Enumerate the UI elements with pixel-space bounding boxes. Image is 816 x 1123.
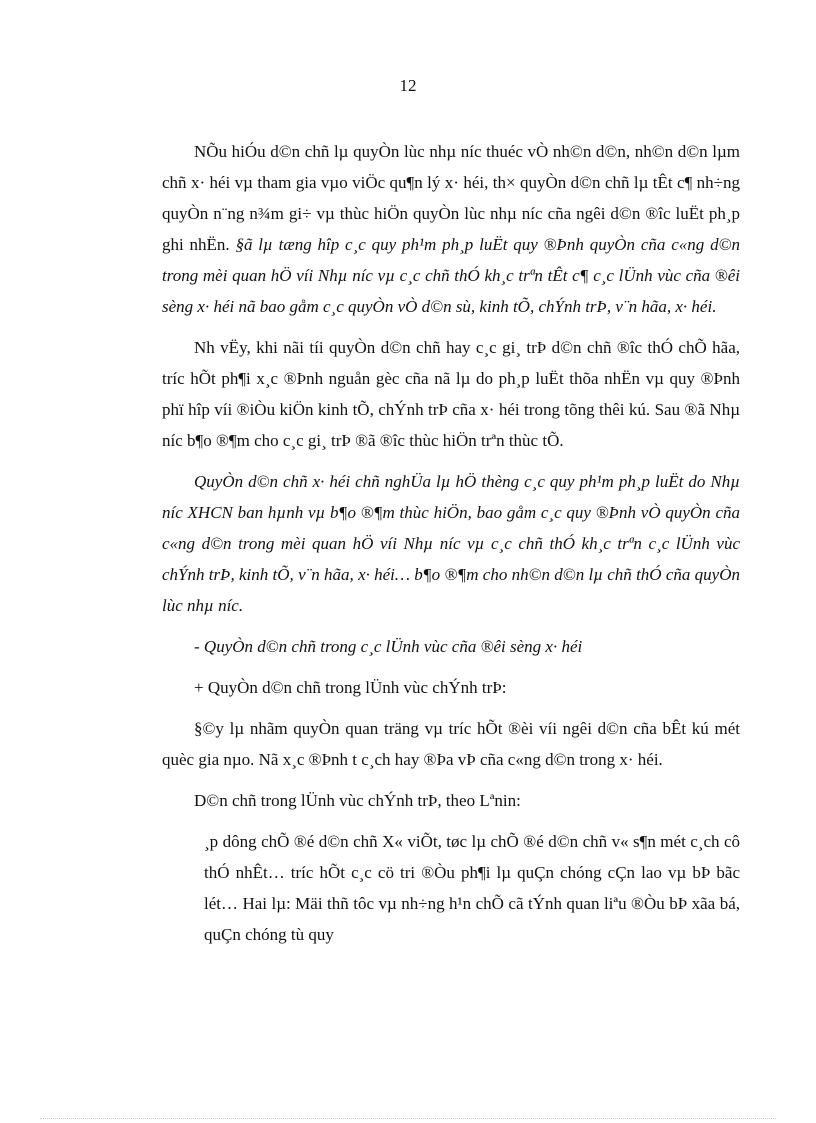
paragraph-definition-italic: §ã lµ tæng hîp c¸c quy ph¹m ph¸p luËt quy ®Þnh quyÒn cña c«ng d©n trong mèi quan hÖ víi Nhµ níc vµ c¸c chñ thÓ kh¸c trªn tÊt c¶ c¸c lÜnh vùc cña ®êi sèng x· héi nã bao gåm c¸c quyÒn vÒ d©n sù, kinh tÕ, chÝnh trÞ, v¨n hãa, x· héi. xyxy=(162,235,740,316)
paragraph-socialist-democracy: QuyÒn d©n chñ x· héi chñ nghÜa lµ hÖ thèng c¸c quy ph¹m ph¸p luËt do Nhµ níc XHCN ban hµnh vµ b¶o ®¶m thùc hiÖn, bao gåm c¸c quy ®Þnh vÒ quyÒn cña c«ng d©n trong mèi quan hÖ víi Nhµ níc vµ c¸c chñ thÓ kh¸c trªn c¸c lÜnh vùc chÝnh trÞ, kinh tÕ, v¨n hãa, x· héi… b¶o ®¶m cho nh©n d©n lµ chñ thÓ cña quyÒn lùc nhµ níc. xyxy=(162,472,740,615)
paragraph-lenin-intro: D©n chñ trong lÜnh vùc chÝnh trÞ, theo Lªnin: xyxy=(194,791,521,810)
lenin-quote: ¸p dông chÕ ®é d©n chñ X« viÕt, tøc lµ chÕ ®é d©n chñ v« s¶n mét c¸ch cô thÓ nhÊt… tríc hÕt c¸c cö tri ®Òu ph¶i lµ quÇn chóng cÇn lao vµ bÞ bãc lét… Hai lµ: Mäi thñ tôc vµ nh÷ng h¹n chÕ cã tÝnh quan liªu ®Òu bÞ xãa bá, quÇn chóng tù quy xyxy=(204,832,740,944)
page-body xyxy=(162,136,740,950)
subheading-political-democracy: + QuyÒn d©n chñ trong lÜnh vùc chÝnh trÞ: xyxy=(194,678,507,697)
page-number: 12 xyxy=(399,76,417,95)
paragraph-institutionalization: Nh vËy, khi nãi tíi quyÒn d©n chñ hay c¸c gi¸ trÞ d©n chñ ®îc thÓ chÕ hãa, tríc hÕt ph¶i x¸c ®Þnh nguån gèc cña nã lµ do ph¸p luËt thõa nhËn vµ quy ®Þnh phï hîp víi ®iÒu kiÖn kinh tÕ, chÝnh trÞ cña x· héi trong tõng thêi kú. Sau ®ã Nhµ níc b¶o ®¶m cho c¸c gi¸ trÞ ®ã ®îc thùc hiÖn trªn thùc tÕ. xyxy=(162,338,740,450)
paragraph-political-rights: §©y lµ nhãm quyÒn quan träng vµ tríc hÕt ®èi víi ngêi d©n cña bÊt kú mét quèc gia nµo. Nã x¸c ®Þnh t c¸ch hay ®Þa vÞ cña c«ng d©n trong x· héi. xyxy=(162,719,740,769)
paragraph-definition-text: NÕu hiÓu d©n chñ lµ quyÒn lùc nhµ níc thuéc vÒ nh©n d©n, nh©n d©n lµm chñ x· héi vµ tham gia vµo viÖc qu¶n lý x· héi, th× quyÒn d©n chñ lµ tÊt c¶ nh÷ng quyÒn n¨ng n¾m gi÷ vµ thùc hiÖn quyÒn lùc nhµ níc cña ngêi d©n ®îc luËt ph¸p ghi nhËn. xyxy=(162,142,740,254)
footer-rule xyxy=(40,1118,776,1119)
paragraph-definition xyxy=(162,136,740,322)
section-heading-democracy-fields: - QuyÒn d©n chñ trong c¸c lÜnh vùc cña ®êi sèng x· héi xyxy=(194,637,583,656)
